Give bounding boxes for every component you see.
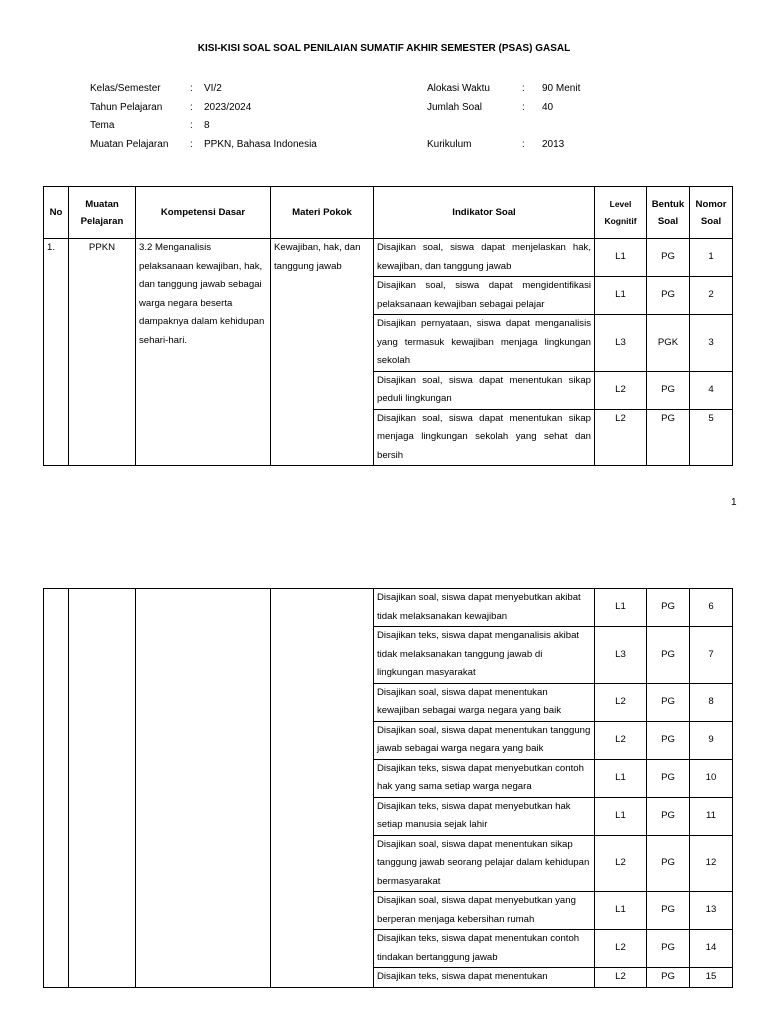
cell-muatan: PPKN (69, 239, 136, 466)
cell-indikator: Disajikan soal, siswa dapat menjelaskan hak, kewajiban, dan tanggung jawab (374, 239, 595, 277)
cell-indikator: Disajikan soal, siswa dapat menentukan sikap peduli lingkungan (374, 371, 595, 409)
cell-nomor: 1 (690, 239, 733, 277)
meta-colon: : (522, 101, 525, 113)
header-nomor: Nomor Soal (690, 187, 733, 239)
cell-nomor: 9 (690, 721, 733, 759)
cell-level: L2 (595, 721, 647, 759)
meta-left (90, 83, 317, 157)
meta-value: 2023/2024 (204, 101, 252, 113)
cell-level: L1 (595, 239, 647, 277)
cell-muatan (69, 589, 136, 988)
meta-colon: : (190, 83, 193, 94)
cell-bentuk: PG (647, 409, 690, 466)
cell-materi: Kewajiban, hak, dan tanggung jawab (271, 239, 374, 466)
cell-bentuk: PG (647, 589, 690, 627)
meta-value: 90 Menit (542, 83, 581, 94)
cell-bentuk: PG (647, 892, 690, 930)
cell-kd: 3.2 Menganalisis pelaksanaan kewajiban, hak, dan tanggung jawab sebagai warga negara beserta dampaknya dalam kehidupan sehari-hari. (136, 239, 271, 466)
cell-level: L1 (595, 759, 647, 797)
table-row (44, 239, 733, 277)
header-level: Level Kognitif (595, 187, 647, 239)
cell-level: L3 (595, 315, 647, 372)
cell-bentuk: PG (647, 968, 690, 988)
meta-row (90, 120, 317, 139)
cell-indikator: Disajikan pernyataan, siswa dapat menganalisis yang termasuk kewajiban menjaga lingkungan sekolah (374, 315, 595, 372)
cell-bentuk: PG (647, 835, 690, 892)
cell-nomor: 5 (690, 409, 733, 466)
meta-label: Tahun Pelajaran (90, 101, 163, 113)
cell-nomor: 14 (690, 930, 733, 968)
cell-indikator: Disajikan teks, siswa dapat menyebutkan contoh hak yang sama setiap warga negara (374, 759, 595, 797)
meta-row (90, 83, 317, 102)
cell-bentuk: PG (647, 930, 690, 968)
cell-indikator: Disajikan soal, siswa dapat menyebutkan akibat tidak melaksanakan kewajiban (374, 589, 595, 627)
kisi-kisi-table-page2 (43, 588, 733, 988)
cell-no (44, 589, 69, 988)
cell-level: L2 (595, 683, 647, 721)
meta-value: 40 (542, 101, 554, 113)
meta-label: Kurikulum (427, 138, 472, 150)
meta-value: 2013 (542, 138, 565, 150)
cell-bentuk: PG (647, 239, 690, 277)
meta-colon: : (190, 101, 193, 113)
table-header-row (44, 187, 733, 239)
cell-kd (136, 589, 271, 988)
cell-indikator: Disajikan teks, siswa dapat menentukan contoh tindakan bertanggung jawab (374, 930, 595, 968)
kisi-kisi-table-page1 (43, 186, 733, 466)
cell-level: L1 (595, 589, 647, 627)
cell-nomor: 15 (690, 968, 733, 988)
meta-label: Kelas/Semester (90, 83, 161, 94)
header-bentuk: Bentuk Soal (647, 187, 690, 239)
meta-colon: : (190, 120, 193, 131)
cell-nomor: 12 (690, 835, 733, 892)
cell-bentuk: PG (647, 627, 690, 684)
header-materi: Materi Pokok (271, 187, 374, 239)
cell-bentuk: PGK (647, 315, 690, 372)
meta-value: 8 (204, 120, 210, 131)
cell-level: L2 (595, 968, 647, 988)
cell-no: 1. (44, 239, 69, 466)
meta-colon: : (522, 83, 525, 94)
cell-indikator: Disajikan soal, siswa dapat menyebutkan yang berperan menjaga kebersihan rumah (374, 892, 595, 930)
cell-nomor: 3 (690, 315, 733, 372)
cell-nomor: 11 (690, 797, 733, 835)
table-row (44, 589, 733, 627)
cell-level: L1 (595, 892, 647, 930)
meta-row (427, 139, 580, 158)
cell-nomor: 8 (690, 683, 733, 721)
cell-level: L1 (595, 277, 647, 315)
meta-label: Alokasi Waktu (427, 83, 490, 94)
meta-label: Muatan Pelajaran (90, 138, 169, 150)
cell-indikator: Disajikan soal, siswa dapat menentukan sikap tanggung jawab seorang pelajar dalam kehidupan bermasyarakat (374, 835, 595, 892)
cell-level: L2 (595, 409, 647, 466)
cell-bentuk: PG (647, 797, 690, 835)
cell-level: L3 (595, 627, 647, 684)
cell-indikator: Disajikan soal, siswa dapat menentukan tanggung jawab sebagai warga negara yang baik (374, 721, 595, 759)
cell-nomor: 6 (690, 589, 733, 627)
cell-bentuk: PG (647, 371, 690, 409)
meta-colon: : (190, 138, 193, 150)
meta-colon: : (522, 138, 525, 150)
page-number: 1 (731, 497, 737, 508)
meta-row (427, 83, 580, 102)
meta-row (90, 139, 317, 158)
cell-indikator: Disajikan teks, siswa dapat menentukan (374, 968, 595, 988)
meta-value: PPKN, Bahasa Indonesia (204, 138, 317, 150)
cell-nomor: 13 (690, 892, 733, 930)
meta-right (427, 83, 580, 157)
meta-label: Tema (90, 120, 115, 131)
cell-nomor: 7 (690, 627, 733, 684)
header-muatan: Muatan Pelajaran (69, 187, 136, 239)
cell-bentuk: PG (647, 759, 690, 797)
cell-level: L2 (595, 371, 647, 409)
cell-indikator: Disajikan soal, siswa dapat menentukan kewajiban sebagai warga negara yang baik (374, 683, 595, 721)
meta-row (427, 102, 580, 121)
cell-bentuk: PG (647, 277, 690, 315)
meta-row (90, 102, 317, 121)
cell-indikator: Disajikan teks, siswa dapat menyebutkan hak setiap manusia sejak lahir (374, 797, 595, 835)
cell-indikator: Disajikan soal, siswa dapat menentukan sikap menjaga lingkungan sekolah yang sehat dan bersih (374, 409, 595, 466)
header-indikator: Indikator Soal (374, 187, 595, 239)
meta-value: VI/2 (204, 83, 222, 94)
cell-materi (271, 589, 374, 988)
cell-level: L1 (595, 797, 647, 835)
cell-nomor: 2 (690, 277, 733, 315)
cell-indikator: Disajikan teks, siswa dapat menganalisis akibat tidak melaksanakan tanggung jawab di lingkungan masyarakat (374, 627, 595, 684)
cell-bentuk: PG (647, 683, 690, 721)
cell-nomor: 10 (690, 759, 733, 797)
cell-level: L2 (595, 835, 647, 892)
header-no: No (44, 187, 69, 239)
document-title: KISI-KISI SOAL SOAL PENILAIAN SUMATIF AKHIR SEMESTER (PSAS) GASAL (197, 43, 571, 54)
cell-indikator: Disajikan soal, siswa dapat mengidentifikasi pelaksanaan kewajiban sebagai pelajar (374, 277, 595, 315)
header-kd: Kompetensi Dasar (136, 187, 271, 239)
cell-bentuk: PG (647, 721, 690, 759)
cell-level: L2 (595, 930, 647, 968)
cell-nomor: 4 (690, 371, 733, 409)
meta-label: Jumlah Soal (427, 101, 483, 113)
